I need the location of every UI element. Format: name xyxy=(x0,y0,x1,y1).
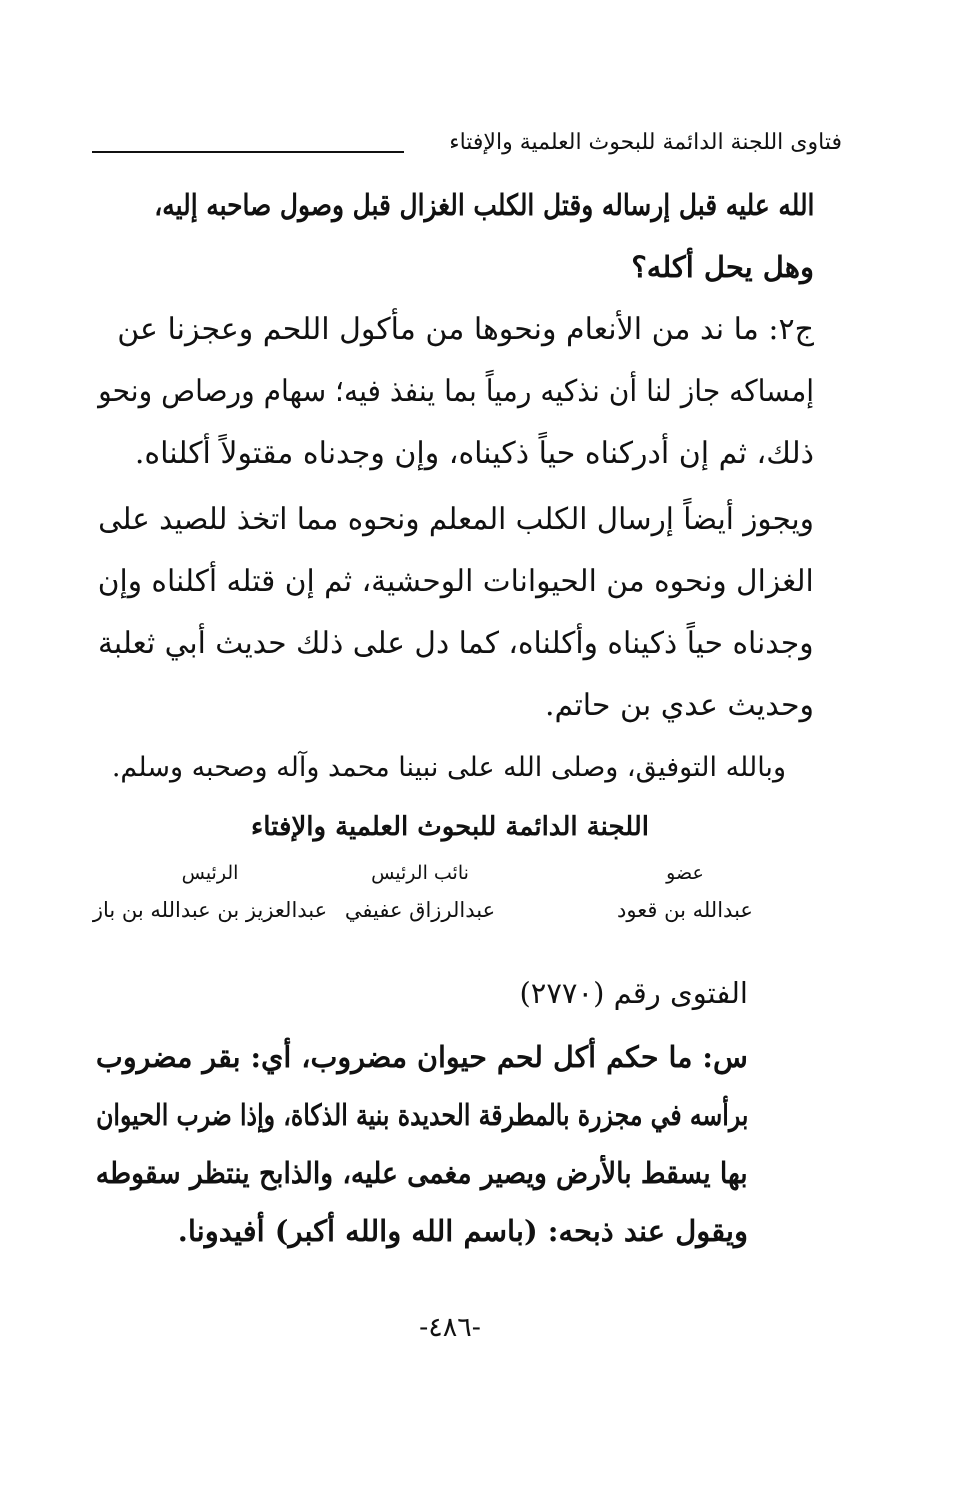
page-number: -٤٨٦- xyxy=(419,1312,481,1343)
answer-1-line: إمساكه جاز لنا أن نذكيه رمياً بما ينفذ فيه؛ سهام ورصاص ونحو xyxy=(98,374,814,409)
fatwa-number: الفتوى رقم (٢٧٧٠) xyxy=(519,976,748,1010)
question-2-line: ويقول عند ذبحه: (باسم الله والله أكبر) أفيدونا. xyxy=(177,1214,748,1248)
header-title: فتاوى اللجنة الدائمة للبحوث العلمية والإفتاء xyxy=(449,130,842,155)
question-1-line: الله عليه قبل إرساله وقتل الكلب الغزال قبل وصول صاحبه إليه، xyxy=(153,188,814,222)
answer-1-line: ذلك، ثم إن أدركناه حياً ذكيناه، وإن وجدناه مقتولاً أكلناه. xyxy=(134,436,814,471)
paragraph-2-line: وحديث عدي بن حاتم. xyxy=(544,688,814,723)
running-header xyxy=(92,130,842,170)
signatory-role: نائب الرئيس xyxy=(371,862,469,884)
paragraph-2-line: ويجوز أيضاً إرسال الكلب المعلم ونحوه مما اتخذ للصيد على xyxy=(98,502,814,537)
header-rule xyxy=(92,151,404,153)
question-1-line: وهل يحل أكله؟ xyxy=(631,250,814,284)
paragraph-2-line: وجدناه حياً ذكيناه وأكلناه، كما دل على ذلك حديث أبي ثعلبة xyxy=(98,626,814,661)
signatory-role: عضو xyxy=(666,862,704,884)
closing-formula: وبالله التوفيق، وصلى الله على نبينا محمد وآله وصحبه وسلم. xyxy=(111,752,786,783)
answer-1-line: ج٢: ما ند من الأنعام ونحوها من مأكول اللحم وعجزنا عن xyxy=(117,312,814,347)
question-2-line: بها يسقط بالأرض ويصير مغمى عليه، والذابح ينتظر سقوطه xyxy=(96,1156,748,1190)
signatory-president xyxy=(80,862,340,922)
signatory-name: عبدالرزاق عفيفي xyxy=(344,898,496,922)
signatory-name: عبدالله بن قعود xyxy=(617,898,753,922)
signatory-vice-president xyxy=(320,862,520,922)
committee-name: اللجنة الدائمة للبحوث العلمية والإفتاء xyxy=(251,812,649,842)
signatory-role: الرئيس xyxy=(181,862,239,884)
question-2-line: س: ما حكم أكل لحم حيوان مضروب، أي: بقر مضروب xyxy=(96,1040,748,1074)
question-2-line: برأسه في مجزرة بالمطرقة الحديدة بنية الذكاة، وإذا ضرب الحيوان xyxy=(95,1098,748,1132)
paragraph-2-line: الغزال ونحوه من الحيوانات الوحشية، ثم إن قتله أكلناه وإن xyxy=(97,564,814,599)
signatory-name: عبدالعزيز بن عبدالله بن باز xyxy=(92,898,328,922)
signatory-member xyxy=(600,862,770,922)
